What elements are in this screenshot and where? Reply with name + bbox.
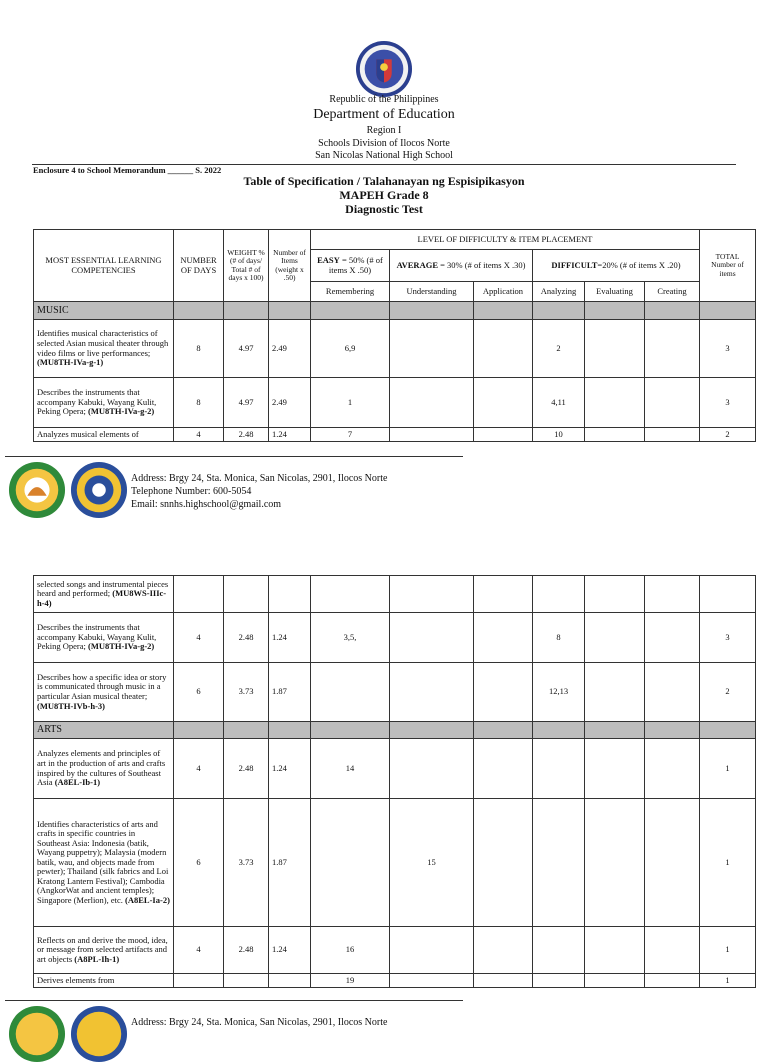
creating-cell <box>645 378 700 428</box>
days-cell: 4 <box>174 927 224 974</box>
creating-cell <box>645 613 700 663</box>
section-row-arts <box>34 722 756 739</box>
total-cell: 3 <box>700 613 756 663</box>
competency-cell <box>34 576 174 613</box>
competency-cell <box>34 663 174 722</box>
creating-cell <box>645 927 700 974</box>
days-cell <box>174 576 224 613</box>
competency-code: (A8EL-Ib-1) <box>54 777 101 788</box>
deped-seal-logo <box>355 40 413 98</box>
creating-cell <box>645 974 700 988</box>
remembering-cell: 16 <box>311 927 390 974</box>
enclosure-note: Enclosure 4 to School Memorandum ______ S. 2022 <box>33 165 222 175</box>
application-cell <box>474 739 533 799</box>
competency-text: Derives elements from <box>37 974 115 985</box>
days-cell <box>174 974 224 988</box>
remembering-cell: 1 <box>311 378 390 428</box>
competency-cell <box>34 613 174 663</box>
competency-code: (A8EL-Ia-2) <box>125 894 170 905</box>
evaluating-cell <box>585 927 645 974</box>
evaluating-cell <box>585 974 645 988</box>
competency-row <box>34 320 756 378</box>
competency-code: (MU8TH-IVa-g-2) <box>88 406 155 417</box>
creating-cell <box>645 428 700 442</box>
total-cell: 2 <box>700 663 756 722</box>
analyzing-cell: 2 <box>533 320 585 378</box>
items-cell: 1.24 <box>269 739 311 799</box>
col-days-header: NUMBER OF DAYS <box>174 230 224 302</box>
understanding-cell <box>390 739 474 799</box>
evaluating-cell <box>585 739 645 799</box>
application-cell <box>474 320 533 378</box>
total-cell: 2 <box>700 428 756 442</box>
creating-header: Creating <box>645 282 700 302</box>
evaluating-cell <box>585 799 645 927</box>
evaluating-header: Evaluating <box>585 282 645 302</box>
republic-line: Republic of the Philippines <box>329 94 439 105</box>
col-items-header: Number of Items (weight x .50) <box>269 230 311 302</box>
competency-row <box>34 927 756 974</box>
competency-text: Describes how a specific idea or story is communicated through music in a particular Asian musical theater; <box>37 671 167 701</box>
competency-row <box>34 799 756 927</box>
application-cell <box>474 799 533 927</box>
items-cell: 1.24 <box>269 927 311 974</box>
competency-row <box>34 428 756 442</box>
items-cell <box>269 576 311 613</box>
application-cell <box>474 428 533 442</box>
tos-table-page2 <box>33 575 756 988</box>
footer-address: Address: Brgy 24, Sta. Monica, San Nicolas, 2901, Ilocos Norte <box>131 473 388 484</box>
section-row-music <box>34 302 756 320</box>
section-label: ARTS <box>34 722 174 739</box>
department-title: Department of Education <box>313 107 455 122</box>
footer-phone: Telephone Number: 600-5054 <box>131 486 252 497</box>
analyzing-cell: 12,13 <box>533 663 585 722</box>
evaluating-cell <box>585 428 645 442</box>
weight-cell: 4.97 <box>224 320 269 378</box>
analyzing-cell <box>533 974 585 988</box>
competency-cell <box>34 739 174 799</box>
understanding-header: Understanding <box>390 282 474 302</box>
understanding-cell <box>390 378 474 428</box>
competency-cell <box>34 378 174 428</box>
evaluating-cell <box>585 320 645 378</box>
competency-code: (MU8TH-IVa-g-2) <box>88 641 155 652</box>
items-cell: 1.24 <box>269 613 311 663</box>
footer-address-2: Address: Brgy 24, Sta. Monica, San Nicolas, 2901, Ilocos Norte <box>131 1017 388 1028</box>
application-cell <box>474 974 533 988</box>
application-header: Application <box>474 282 533 302</box>
creating-cell <box>645 799 700 927</box>
competency-row <box>34 378 756 428</box>
days-cell: 4 <box>174 428 224 442</box>
competency-text: Reflects on and derive the mood, idea, or message from selected artifacts and art objects <box>37 934 168 964</box>
col-weight-header: WEIGHT % (# of days/ Total # of days x 100) <box>224 230 269 302</box>
total-cell: 3 <box>700 378 756 428</box>
items-cell <box>269 974 311 988</box>
application-cell <box>474 576 533 613</box>
days-cell: 4 <box>174 739 224 799</box>
application-cell <box>474 927 533 974</box>
understanding-cell <box>390 927 474 974</box>
competency-cell <box>34 799 174 927</box>
tos-table-page1 <box>33 229 756 442</box>
weight-cell: 2.48 <box>224 613 269 663</box>
subject-title: MAPEH Grade 8 <box>339 188 429 202</box>
competency-code: (MU8WS-IIIc-h-4) <box>37 588 167 608</box>
competency-code: (MU8TH-IVa-g-1) <box>37 357 104 368</box>
deped-division-logo-2 <box>8 1005 66 1063</box>
evaluating-cell <box>585 613 645 663</box>
understanding-cell <box>390 320 474 378</box>
competency-text: Identifies characteristics of arts and crafts in specific countries in Southeast Asia: Indonesia (batik, Wayang puppetry); Malaysia (modern batik, wau, and objects made from pewter); Thailand (silk fabrics and Loi Kratong Lantern Festival); Cambodia (AngkorWat and ancient temples); Singapore (Merlion), etc. <box>37 818 169 905</box>
competency-code: (A8PL-Ih-1) <box>74 953 120 964</box>
remembering-cell <box>311 663 390 722</box>
understanding-cell <box>390 663 474 722</box>
weight-cell: 4.97 <box>224 378 269 428</box>
analyzing-cell: 10 <box>533 428 585 442</box>
weight-cell <box>224 576 269 613</box>
remembering-cell <box>311 799 390 927</box>
analyzing-cell <box>533 799 585 927</box>
creating-cell <box>645 739 700 799</box>
creating-cell <box>645 320 700 378</box>
school-line: San Nicolas National High School <box>315 150 453 161</box>
total-cell: 1 <box>700 739 756 799</box>
competency-row <box>34 974 756 988</box>
remembering-header: Remembering <box>311 282 390 302</box>
analyzing-cell: 4,11 <box>533 378 585 428</box>
total-cell: 3 <box>700 320 756 378</box>
footer-divider <box>5 456 463 457</box>
weight-cell <box>224 974 269 988</box>
remembering-cell: 7 <box>311 428 390 442</box>
days-cell: 8 <box>174 378 224 428</box>
competency-text: Describes the instruments that accompany Kabuki, Wayang Kulit, Peking Opera; <box>37 387 157 417</box>
section-label: MUSIC <box>34 302 174 320</box>
competency-code: (MU8TH-IVb-h-3) <box>37 700 105 711</box>
competency-cell <box>34 428 174 442</box>
total-cell: 1 <box>700 927 756 974</box>
items-cell: 1.24 <box>269 428 311 442</box>
understanding-cell <box>390 576 474 613</box>
test-title: Diagnostic Test <box>345 202 423 216</box>
understanding-cell: 15 <box>390 799 474 927</box>
application-cell <box>474 663 533 722</box>
creating-cell <box>645 663 700 722</box>
footer-email: Email: snnhs.highschool@gmail.com <box>131 499 282 510</box>
items-cell: 2.49 <box>269 320 311 378</box>
competency-row <box>34 613 756 663</box>
items-cell: 1.87 <box>269 663 311 722</box>
understanding-cell <box>390 428 474 442</box>
competency-text: selected songs and instrumental pieces heard and performed; <box>37 578 169 599</box>
analyzing-cell: 8 <box>533 613 585 663</box>
analyzing-cell <box>533 576 585 613</box>
weight-cell: 3.73 <box>224 663 269 722</box>
creating-cell <box>645 576 700 613</box>
division-line: Schools Division of Ilocos Norte <box>318 138 450 149</box>
remembering-cell: 6,9 <box>311 320 390 378</box>
easy-header: EASY = 50% (# of items X .50) <box>311 250 390 282</box>
table-head-row <box>34 230 756 250</box>
col-competencies-header: MOST ESSENTIAL LEARNING COMPETENCIES <box>34 230 174 302</box>
competency-cell <box>34 974 174 988</box>
evaluating-cell <box>585 576 645 613</box>
days-cell: 6 <box>174 663 224 722</box>
items-cell: 1.87 <box>269 799 311 927</box>
total-cell: 1 <box>700 974 756 988</box>
weight-cell: 3.73 <box>224 799 269 927</box>
days-cell: 8 <box>174 320 224 378</box>
competency-row <box>34 663 756 722</box>
difficult-header: DIFFICULT=20% (# of items X .20) <box>533 250 700 282</box>
application-cell <box>474 613 533 663</box>
items-cell: 2.49 <box>269 378 311 428</box>
competency-text: Describes the instruments that accompany Kabuki, Wayang Kulit, Peking Opera; <box>37 622 157 652</box>
analyzing-header: Analyzing <box>533 282 585 302</box>
level-header: LEVEL OF DIFFICULTY & ITEM PLACEMENT <box>311 230 700 250</box>
weight-cell: 2.48 <box>224 739 269 799</box>
remembering-cell: 3,5, <box>311 613 390 663</box>
competency-row <box>34 739 756 799</box>
school-logo-2 <box>70 1005 128 1063</box>
analyzing-cell <box>533 739 585 799</box>
school-logo <box>70 461 128 519</box>
competency-text: Analyzes elements and principles of art in the production of arts and crafts inspired by the cultures of Southeast Asia <box>37 748 166 788</box>
total-cell: 1 <box>700 799 756 927</box>
competency-row <box>34 576 756 613</box>
remembering-cell: 19 <box>311 974 390 988</box>
table-title: Table of Specification / Talahanayan ng Espisipikasyon <box>243 174 525 188</box>
understanding-cell <box>390 974 474 988</box>
competency-text: Identifies musical characteristics of selected Asian musical theater through video films or live performances; <box>37 328 169 358</box>
col-total-header: TOTAL Number of items <box>700 230 756 302</box>
remembering-cell <box>311 576 390 613</box>
evaluating-cell <box>585 378 645 428</box>
weight-cell: 2.48 <box>224 927 269 974</box>
total-cell <box>700 576 756 613</box>
days-cell: 6 <box>174 799 224 927</box>
competency-cell <box>34 927 174 974</box>
region-line: Region I <box>366 125 402 136</box>
analyzing-cell <box>533 927 585 974</box>
application-cell <box>474 378 533 428</box>
deped-division-logo <box>8 461 66 519</box>
footer-divider-2 <box>5 1000 463 1001</box>
average-header: AVERAGE = 30% (# of items X .30) <box>390 250 533 282</box>
remembering-cell: 14 <box>311 739 390 799</box>
weight-cell: 2.48 <box>224 428 269 442</box>
footer-contact <box>131 472 387 511</box>
days-cell: 4 <box>174 613 224 663</box>
evaluating-cell <box>585 663 645 722</box>
competency-text: Analyzes musical elements of <box>37 428 139 439</box>
understanding-cell <box>390 613 474 663</box>
competency-cell <box>34 320 174 378</box>
